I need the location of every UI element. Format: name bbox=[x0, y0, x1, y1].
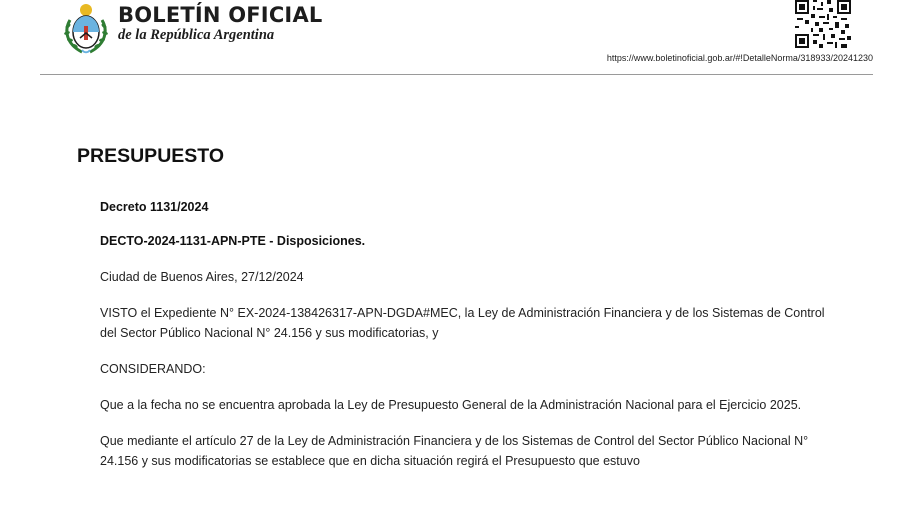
visto-paragraph: VISTO el Expediente N° EX-2024-138426317-APN-DGDA#MEC, la Ley de Administración Financiera y de los Sistemas de Control del Sector Público Nacional N° 24.156 y sus modificatorias, y bbox=[100, 306, 825, 340]
document-url[interactable]: https://www.boletinoficial.gob.ar/#!DetalleNorma/318933/20241230 bbox=[606, 53, 873, 63]
paragraph: Que a la fecha no se encuentra aprobada la Ley de Presupuesto General de la Administración Nacional para el Ejercicio 2025. bbox=[100, 398, 802, 412]
section-title: PRESUPUESTO bbox=[77, 145, 225, 167]
decree-number: Decreto 1131/2024 bbox=[100, 200, 209, 214]
coat-of-arms-seal-icon bbox=[62, 0, 110, 56]
place-date: Ciudad de Buenos Aires, 27/12/2024 bbox=[100, 270, 304, 284]
brand-title: BOLETÍN OFICIAL bbox=[118, 3, 323, 27]
header-divider bbox=[40, 74, 873, 75]
paragraph: Que mediante el artículo 27 de la Ley de Administración Financiera y de los Sistemas de Control del Sector Público Nacional N° 24.156 y sus modificatorias se establece que en dicha situación regirá el Presupuesto que estuvo bbox=[100, 434, 809, 468]
page-header bbox=[0, 0, 900, 80]
considerando-heading: CONSIDERANDO: bbox=[100, 362, 206, 376]
document-body bbox=[100, 197, 840, 471]
brand-subtitle: de la República Argentina bbox=[118, 27, 275, 43]
qr-code-icon bbox=[795, 0, 851, 48]
decree-code: DECTO-2024-1131-APN-PTE - Disposiciones. bbox=[100, 234, 366, 248]
